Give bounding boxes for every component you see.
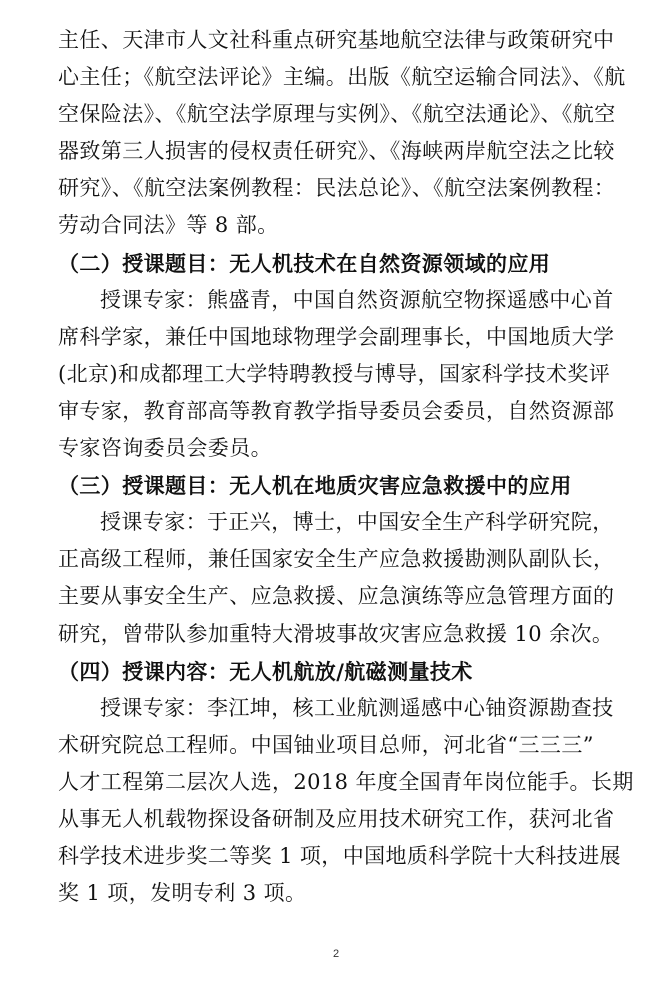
body-line: 从事无人机载物探设备研制及应用技术研究工作，获河北省: [58, 806, 615, 831]
body-line: 术研究院总工程师。中国铀业项目总师，河北省“三三三”: [58, 732, 594, 757]
body-line: (北京)和成都理工大学特聘教授与博导，国家科学技术奖评: [58, 361, 611, 386]
body-line: 主任、天津市人文社科重点研究基地航空法律与政策研究中: [58, 28, 615, 52]
body-line: 席科学家，兼任中国地球物理学会副理事长，中国地质大学: [58, 324, 615, 349]
body-line: 劳动合同法》等 8 部。: [58, 213, 279, 238]
expert-paragraph-start: 授课专家：李江坤，核工业航测遥感中心铀资源勘查技: [100, 695, 614, 720]
body-line: 正高级工程师，兼任国家安全生产应急救援勘测队副队长，: [58, 547, 615, 572]
document-body: [58, 22, 634, 912]
body-line: 主要从事安全生产、应急救援、应急演练等应急管理方面的: [58, 584, 615, 609]
section-heading-3: （三）授课题目：无人机在地质灾害应急救援中的应用: [58, 473, 572, 499]
body-line: 研究》、《航空法案例教程：民法总论》、《航空法案例教程：: [58, 176, 616, 201]
body-line: 专家咨询委员会委员。: [58, 436, 272, 461]
body-line: 研究，曾带队参加重特大滑坡事故灾害应急救援 10 余次。: [58, 621, 614, 646]
body-line: 心主任；《航空法评论》主编。出版《航空运输合同法》、《航: [58, 65, 626, 90]
expert-paragraph-start: 授课专家：熊盛青，中国自然资源航空物探遥感中心首: [100, 287, 614, 312]
expert-paragraph-start: 授课专家：于正兴，博士，中国安全生产科学研究院，: [100, 510, 614, 535]
section-heading-4: （四）授课内容：无人机航放/航磁测量技术: [58, 658, 473, 684]
body-line: 空保险法》、《航空法学原理与实例》、《航空法通论》、《航空: [58, 102, 616, 127]
body-line: 奖 1 项，发明专利 3 项。: [58, 881, 307, 906]
body-line: 审专家，教育部高等教育教学指导委员会委员，自然资源部: [58, 398, 615, 423]
section-heading-2: （二）授课题目：无人机技术在自然资源领域的应用: [58, 250, 551, 276]
body-line: 器致第三人损害的侵权责任研究》、《海峡两岸航空法之比较: [58, 139, 615, 164]
body-line: 人才工程第二层次人选，2018 年度全国青年岗位能手。长期: [58, 769, 634, 794]
page-number: 2: [332, 948, 340, 960]
body-line: 科学技术进步奖二等奖 1 项，中国地质科学院十大科技进展: [58, 844, 621, 869]
